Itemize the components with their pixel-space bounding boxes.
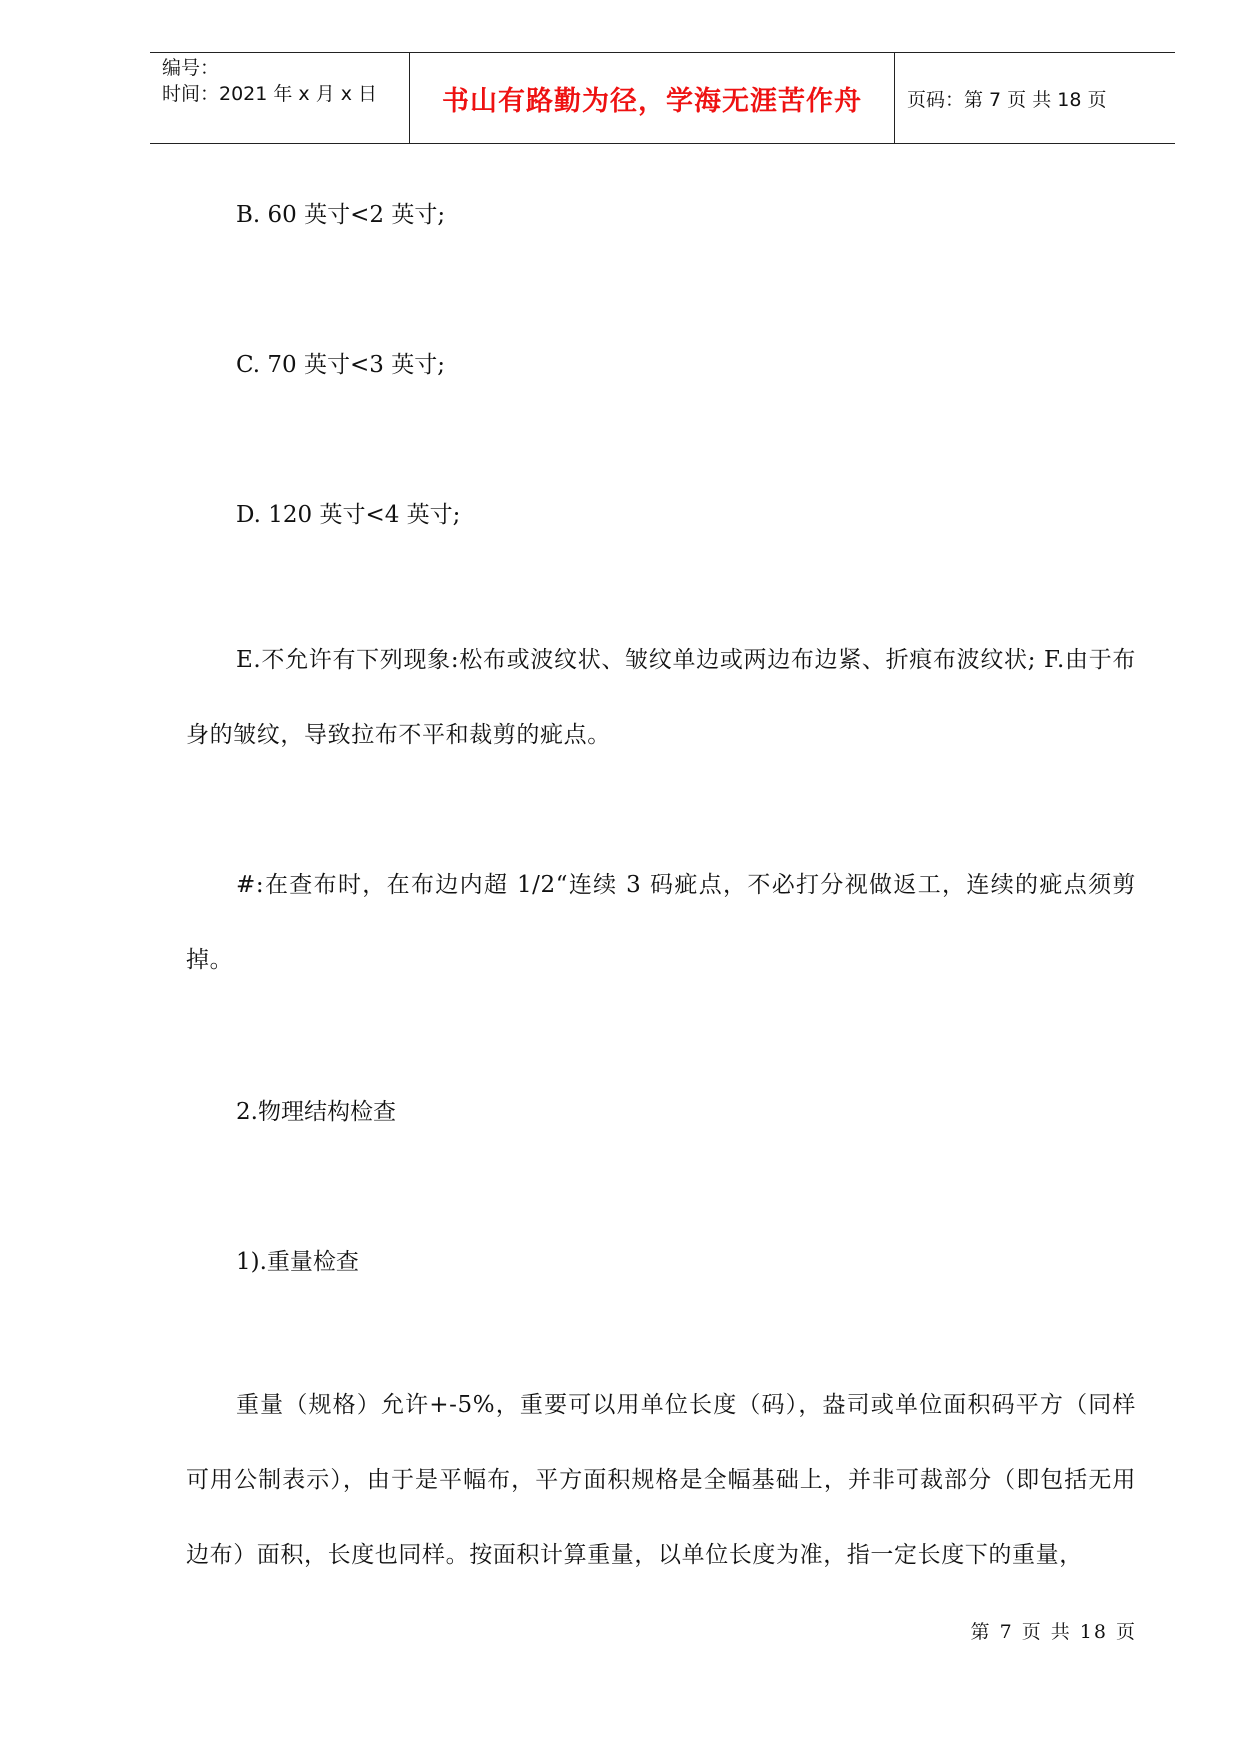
header-page-cell	[895, 53, 1175, 143]
header-motto-cell	[410, 53, 895, 143]
page-footer: 第 7 页 共 18 页	[970, 1621, 1137, 1643]
option-c: C. 70 英寸<3 英寸;	[236, 352, 445, 378]
page-header	[150, 52, 1175, 144]
document-number-label: 编号：	[162, 57, 220, 79]
header-motto: 书山有路勤为径，学海无涯苦作舟	[442, 85, 862, 117]
option-d: D. 120 英寸<4 英寸;	[236, 502, 461, 528]
paragraph-note: #:在查布时，在布边内超 1/2“连续 3 码疵点，不必打分视做返工，连续的疵点须剪掉。	[186, 872, 1136, 973]
paragraph-e: E.不允许有下列现象:松布或波纹状、皱纹单边或两边布边紧、折痕布波纹状; F.由于布身的皱纹，导致拉布不平和裁剪的疵点。	[186, 647, 1136, 748]
paragraph-weight: 重量（规格）允许+-5%，重要可以用单位长度（码），盎司或单位面积码平方（同样可用公制表示），由于是平幅布，平方面积规格是全幅基础上，并非可裁部分（即包括无用边布）面积，长度也同样。按面积计算重量，以单位长度为准，指一定长度下的重量，	[186, 1392, 1136, 1568]
subsection-heading-weight: 1).重量检查	[236, 1249, 359, 1275]
option-b: B. 60 英寸<2 英寸;	[236, 202, 446, 228]
document-time-label: 时间：2021 年 x 月 x 日	[162, 83, 378, 105]
section-heading-physical: 2.物理结构检查	[236, 1099, 396, 1125]
header-page-code: 页码：第 7 页 共 18 页	[907, 88, 1107, 111]
header-meta-cell	[150, 53, 410, 143]
